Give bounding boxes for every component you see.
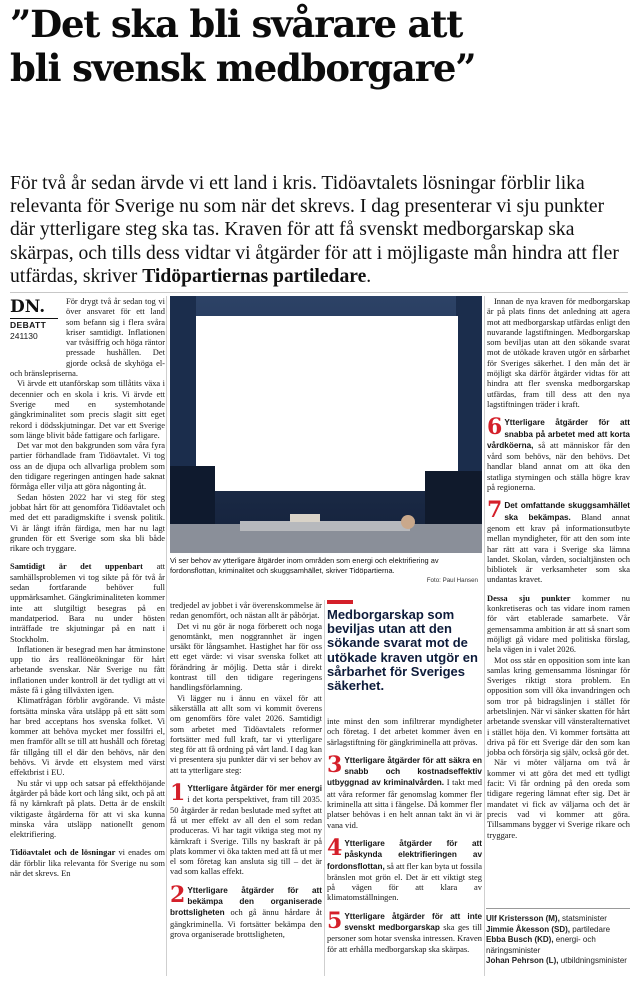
point-heading: Det omfattande skuggsamhället ska bekämpas.: [504, 501, 630, 522]
signatory-name: Ebba Busch (KD),: [486, 935, 554, 945]
point-1: [170, 780, 322, 877]
point-text: så att fler kan byta ut fossila bränslen mot grön el. Det är ett viktigt steg på vägen för att klara av klimatomställningen.: [327, 860, 483, 903]
paragraph: För drygt två år sedan tog vi över ansvaret för ett land som befann sig i flera svåra kriser samtidigt. Inflationen var tvåsiffrig och höga räntor pressade hushållen. Det gjorde också de skyhöga el- och bränslepriserna.: [10, 296, 165, 379]
dn-logo: DN.: [10, 297, 46, 317]
column-4: [487, 296, 630, 840]
point-text: Bland annat genom ett krav på informationsutbyte mellan myndigheter, för att den som inte har rätt att vara i Sverige ska lämna landet. Skolan, vården, socialtjänsten och bibliotek är verksamheter som ska undantas kravet.: [487, 511, 630, 585]
paragraph: Det var mot den bakgrunden som våra fyra partier förhandlade fram Tidöavtalet. Vi tog oss an de djupa och allvarliga problem som den tidigare regeringen antingen hade saknat förmåga eller vilja att göra någonting åt.: [10, 440, 165, 492]
paragraph: Nu står vi upp och satsar på effekthöjande åtgärder på både kort och lång sikt, och på att få ny kärnkraft på plats. Detta är de enskilt viktigaste åtgärderna för att vi ska kunna minska våra utsläpp nationellt genom elektrifiering.: [10, 777, 165, 840]
paragraph-text: kommer nu konkretiseras och tas vidare inom ramen för värt etablerade samarbete. Vår gemensamma ambition är att så snart som möjligt gå vidare med politiska förslag, hela vägen in i valet 2026.: [487, 592, 631, 655]
point-heading: Ytterligare åtgärder för att bekämpa den organiserade brottsligheten: [170, 885, 322, 918]
signatory-name: Ulf Kristersson (M),: [486, 914, 560, 923]
column-1: [10, 296, 165, 878]
point-heading: Ytterligare åtgärder för att snabba på arbetet med att korta vårdköerna,: [487, 418, 630, 450]
point-heading: Ytterligare åtgärder för att säkra en snabb och kostnadseffektiv utbyggnad av kriminalvården.: [327, 755, 482, 788]
column-divider: [324, 600, 325, 976]
point-text: i det korta perspektivet, fram till 2035. 50 åtgärder är redan beslutade med syftet att få ut mer effekt av all den el som redan produceras. Vi har tagit viktiga steg mot ny kärnkraft i Sverige. Tills ny baskraft är på plats kommer vi öka takten med att få ut mer el som företag kan ansluta sig till – det är vad som kallas effekt.: [170, 794, 322, 877]
signature: [486, 925, 632, 936]
paragraph: inte minst den som infiltrerar myndigheter och företag. I det arbetet kommer även en särlagstiftning för gängkriminella att prövas.: [327, 716, 482, 747]
point-number: 3: [327, 751, 343, 778]
headline: [10, 2, 630, 90]
point-text: I takt med att våra reformer får genomslag kommer fler kriminella att sitta i fängelse. Då kommer fler platser behövas i en helt annan takt än vi är vana vid.: [327, 777, 482, 830]
paragraph: När vi möter väljarna om två år kommer vi att göra det med ett tydligt facit: Vi får ordning på den oreda som tidigare regering lämnat efter sig. Det är mandatet vi fick av väljarna och det är precis vad vi kommer att göra. Tillsammans bygger vi Sverige rikare och tryggare.: [487, 757, 630, 840]
signatory-name: Johan Pehrson (L),: [486, 956, 559, 966]
dn-badge-rule: [10, 318, 58, 319]
point-number: 1: [170, 780, 186, 807]
signatory-role: statsminister: [562, 914, 607, 923]
paragraph: Inflationen är besegrad men har åtminstone upp tio års reallöneökningar för hårt arbetande svenskar. När Sverige nu fått inflationen under kontroll är det tydligt att vi måste få i gång tillväxten igen.: [10, 643, 165, 695]
top-divider: [10, 292, 628, 293]
point-3: [327, 751, 482, 830]
column-divider: [484, 296, 485, 976]
signatory-role: partiledare: [572, 924, 611, 934]
point-text: ska ges till personer som hotar svenska intressen. Kraven för att erhålla medborgarskap ska skärpas.: [327, 922, 483, 954]
point-5: [327, 907, 483, 954]
pullquote: Medborgarskap som beviljas utan att den sökande svarat mot de utökade kraven utgör en sårbarhet för Sveriges säkerhet.: [327, 607, 478, 694]
point-heading: Ytterligare åtgärder för att inte svenskt medborgarskap: [344, 911, 482, 933]
signatory-name: Jimmie Åkesson (SD),: [486, 924, 571, 934]
signatures: [486, 914, 632, 967]
headline-line-2: bli svensk medborgare”: [10, 46, 476, 90]
point-number: 5: [327, 907, 343, 934]
signature: [486, 935, 632, 956]
point-heading: Ytterligare åtgärder för mer energi: [187, 784, 322, 794]
paragraph-text: att samhällsproblemen vi tog sikte på för två år sedan fortfarande behöver full uppmärksamhet. Gängkriminaliteten kommer inte att slutgiltigt besegras på en mandatperiod. Bara nu under hösten inträffade tre skjutningar på en natt i Stockholm.: [10, 561, 165, 644]
signature-divider: [486, 908, 630, 909]
subhead-paragraph: [10, 847, 165, 878]
photo-caption: Vi ser behov av ytterligare åtgärder inom områden som energi och elektrifiering av fordonsflottan, kriminalitet och skuggsamhället, skriver Tidöpartierna.: [170, 556, 439, 575]
paragraph: Det vi nu gör är noga förberett och noga genomtänkt, men noggrannhet är ingen ursäkt för långsamhet. Hastighet har för oss ett eget värde: vi visar svenska folket att förändring är möjlig. Detta står i direkt kontrast till den tidigare regeringens handlingsförlamning.: [170, 620, 322, 693]
paragraph: Innan de nya kraven för medborgarskap är på plats finns det anledning att agera mot att medborgarskap utfärdas enligt den nuvarande lagstiftningen. Medborgarskap som beviljas utan att den sökande svarat mot de utökade kraven utgör en sårbarhet för Sveriges säkerhet. I den mån det är möjligt ska därför åtgärder vidtas för att hindra att fler svenska medborgarskap utfärdas, fram till dess att den nya lagstiftningen träder i kraft.: [487, 296, 630, 409]
point-number: 4: [327, 834, 343, 861]
point-number: 6: [487, 414, 503, 441]
dn-section-label: DEBATT: [10, 320, 47, 330]
article-photo: [170, 296, 482, 553]
subhead: Dessa sju punkter: [487, 592, 571, 603]
ingress-text: För två år sedan ärvde vi ett land i kris. Tidöavtalets lösningar förblir lika relevanta för Sverige nu som när det skrevs. I dag presenterar vi sju punkter där ytterligare steg ska tas. Kraven för att få svenskt medborgarskap ska skärpas, och tills dess vidtar vi åtgärder för att i möjligaste mån hindra att fler utfärdas, skriver: [10, 173, 619, 287]
dn-debatt-badge: [10, 299, 58, 356]
paragraph: Mot oss står en opposition som inte kan samlas kring gemensamma lösningar för Sveriges riktigt stora problem. En opposition som vill öka invandringen och som tror på bidragslinjen i stället för arbetslinjen. När vi sänker skatten för hårt arbetande svenskar vill vänsteralternativet i stället höja den. Vi kommer fortsätta att driva på för ett Sverige där den som kan jobba och försörja sig själv, också gör det.: [487, 654, 630, 758]
paragraph: Klimatfrågan förblir avgörande. Vi måste fortsätta minska våra utsläpp på ett sätt som har bred acceptans hos svenska folket. Vi kommer att behöva mycket mer fossilfri el, men framför allt se till att hushåll och företag får tillgång till el där den behövs, när den behövs. Vi ärvde ett elsystem med värst effektbrist i EU.: [10, 695, 165, 778]
point-number: 7: [487, 497, 503, 524]
signatory-role: utbildningsminister: [560, 956, 627, 966]
photo-illustration: [170, 296, 482, 553]
signature: [486, 914, 632, 925]
dn-date: 241130: [10, 331, 38, 341]
point-text: så att människor får den vård som behövs, när den behövs. Det handlar bland annat om att öka den statliga styrningen och ställa högre krav på regionerna.: [487, 439, 630, 493]
point-2: [170, 881, 323, 939]
pullquote-accent-bar: [327, 600, 353, 604]
point-6: [487, 414, 630, 493]
signature: [486, 956, 632, 967]
paragraph: tredjedel av jobbet i vår överenskommelse är redan genomfört, och nästan allt är påbörjat.: [170, 600, 322, 621]
subhead: Samtidigt är det uppenbart: [10, 561, 143, 572]
ingress-byline: Tidöpartiernas partiledare: [142, 265, 367, 287]
photo-credit: Foto: Paul Hansen: [426, 577, 478, 584]
ingress: [10, 172, 628, 288]
subhead-paragraph: [487, 593, 630, 655]
subhead: Tidöavtalet och de lösningar: [10, 847, 116, 858]
subhead-paragraph: [10, 561, 165, 643]
headline-line-1: ”Det ska bli svårare att: [10, 2, 463, 46]
point-4: [327, 834, 483, 903]
point-7: [487, 497, 630, 585]
ingress-end: .: [366, 265, 372, 287]
paragraph-text: vi enades om där förblir lika relevanta för Sverige nu som när det skrevs. En: [10, 847, 165, 879]
point-number: 2: [170, 881, 186, 908]
point-heading: Ytterligare åtgärder för att påskynda elektrifieringen av fordonsflottan,: [327, 838, 482, 871]
signatory-role: energi- och näringsminister: [486, 935, 596, 955]
paragraph: Vi ärvde ett utanförskap som tillåtits växa i decennier och en skola i kris. Vi ärvde ett Sverige med en systemhotande gängkriminalitet som precis slagit sitt eget rekord i dödsskjutningar. Det var ett Sverige som länge blivit både fattigare och farligare.: [10, 378, 165, 440]
column-2: [170, 600, 322, 939]
column-3: [327, 716, 482, 954]
column-divider: [166, 296, 167, 976]
paragraph: Vi lägger nu i ännu en växel för att säkerställa att allt som vi kommit överens om genomförs före valet 2026. Samtidigt som arbetet med Tidöavtalets reformer fortsätter med full kraft, tar vi ytterligare steg för att få ordning på vårt land. I dag kan vi presentera sju punkter där vi ser behov av att ta ytterligare steg:: [170, 692, 322, 775]
point-text: och gå ännu hårdare åt gängkriminella. Vi fortsätter bekämpa den grova organiserade brottsligheten,: [170, 907, 323, 939]
paragraph: Sedan hösten 2022 har vi steg för steg jobbat hårt för att genomföra Tidöavtalet och med det ett paradigmskifte i svensk politik. Vi är långt ifrån färdiga, men har nu lagt grunden för ett Sverige som ska bli både rikare och tryggare.: [10, 491, 165, 554]
